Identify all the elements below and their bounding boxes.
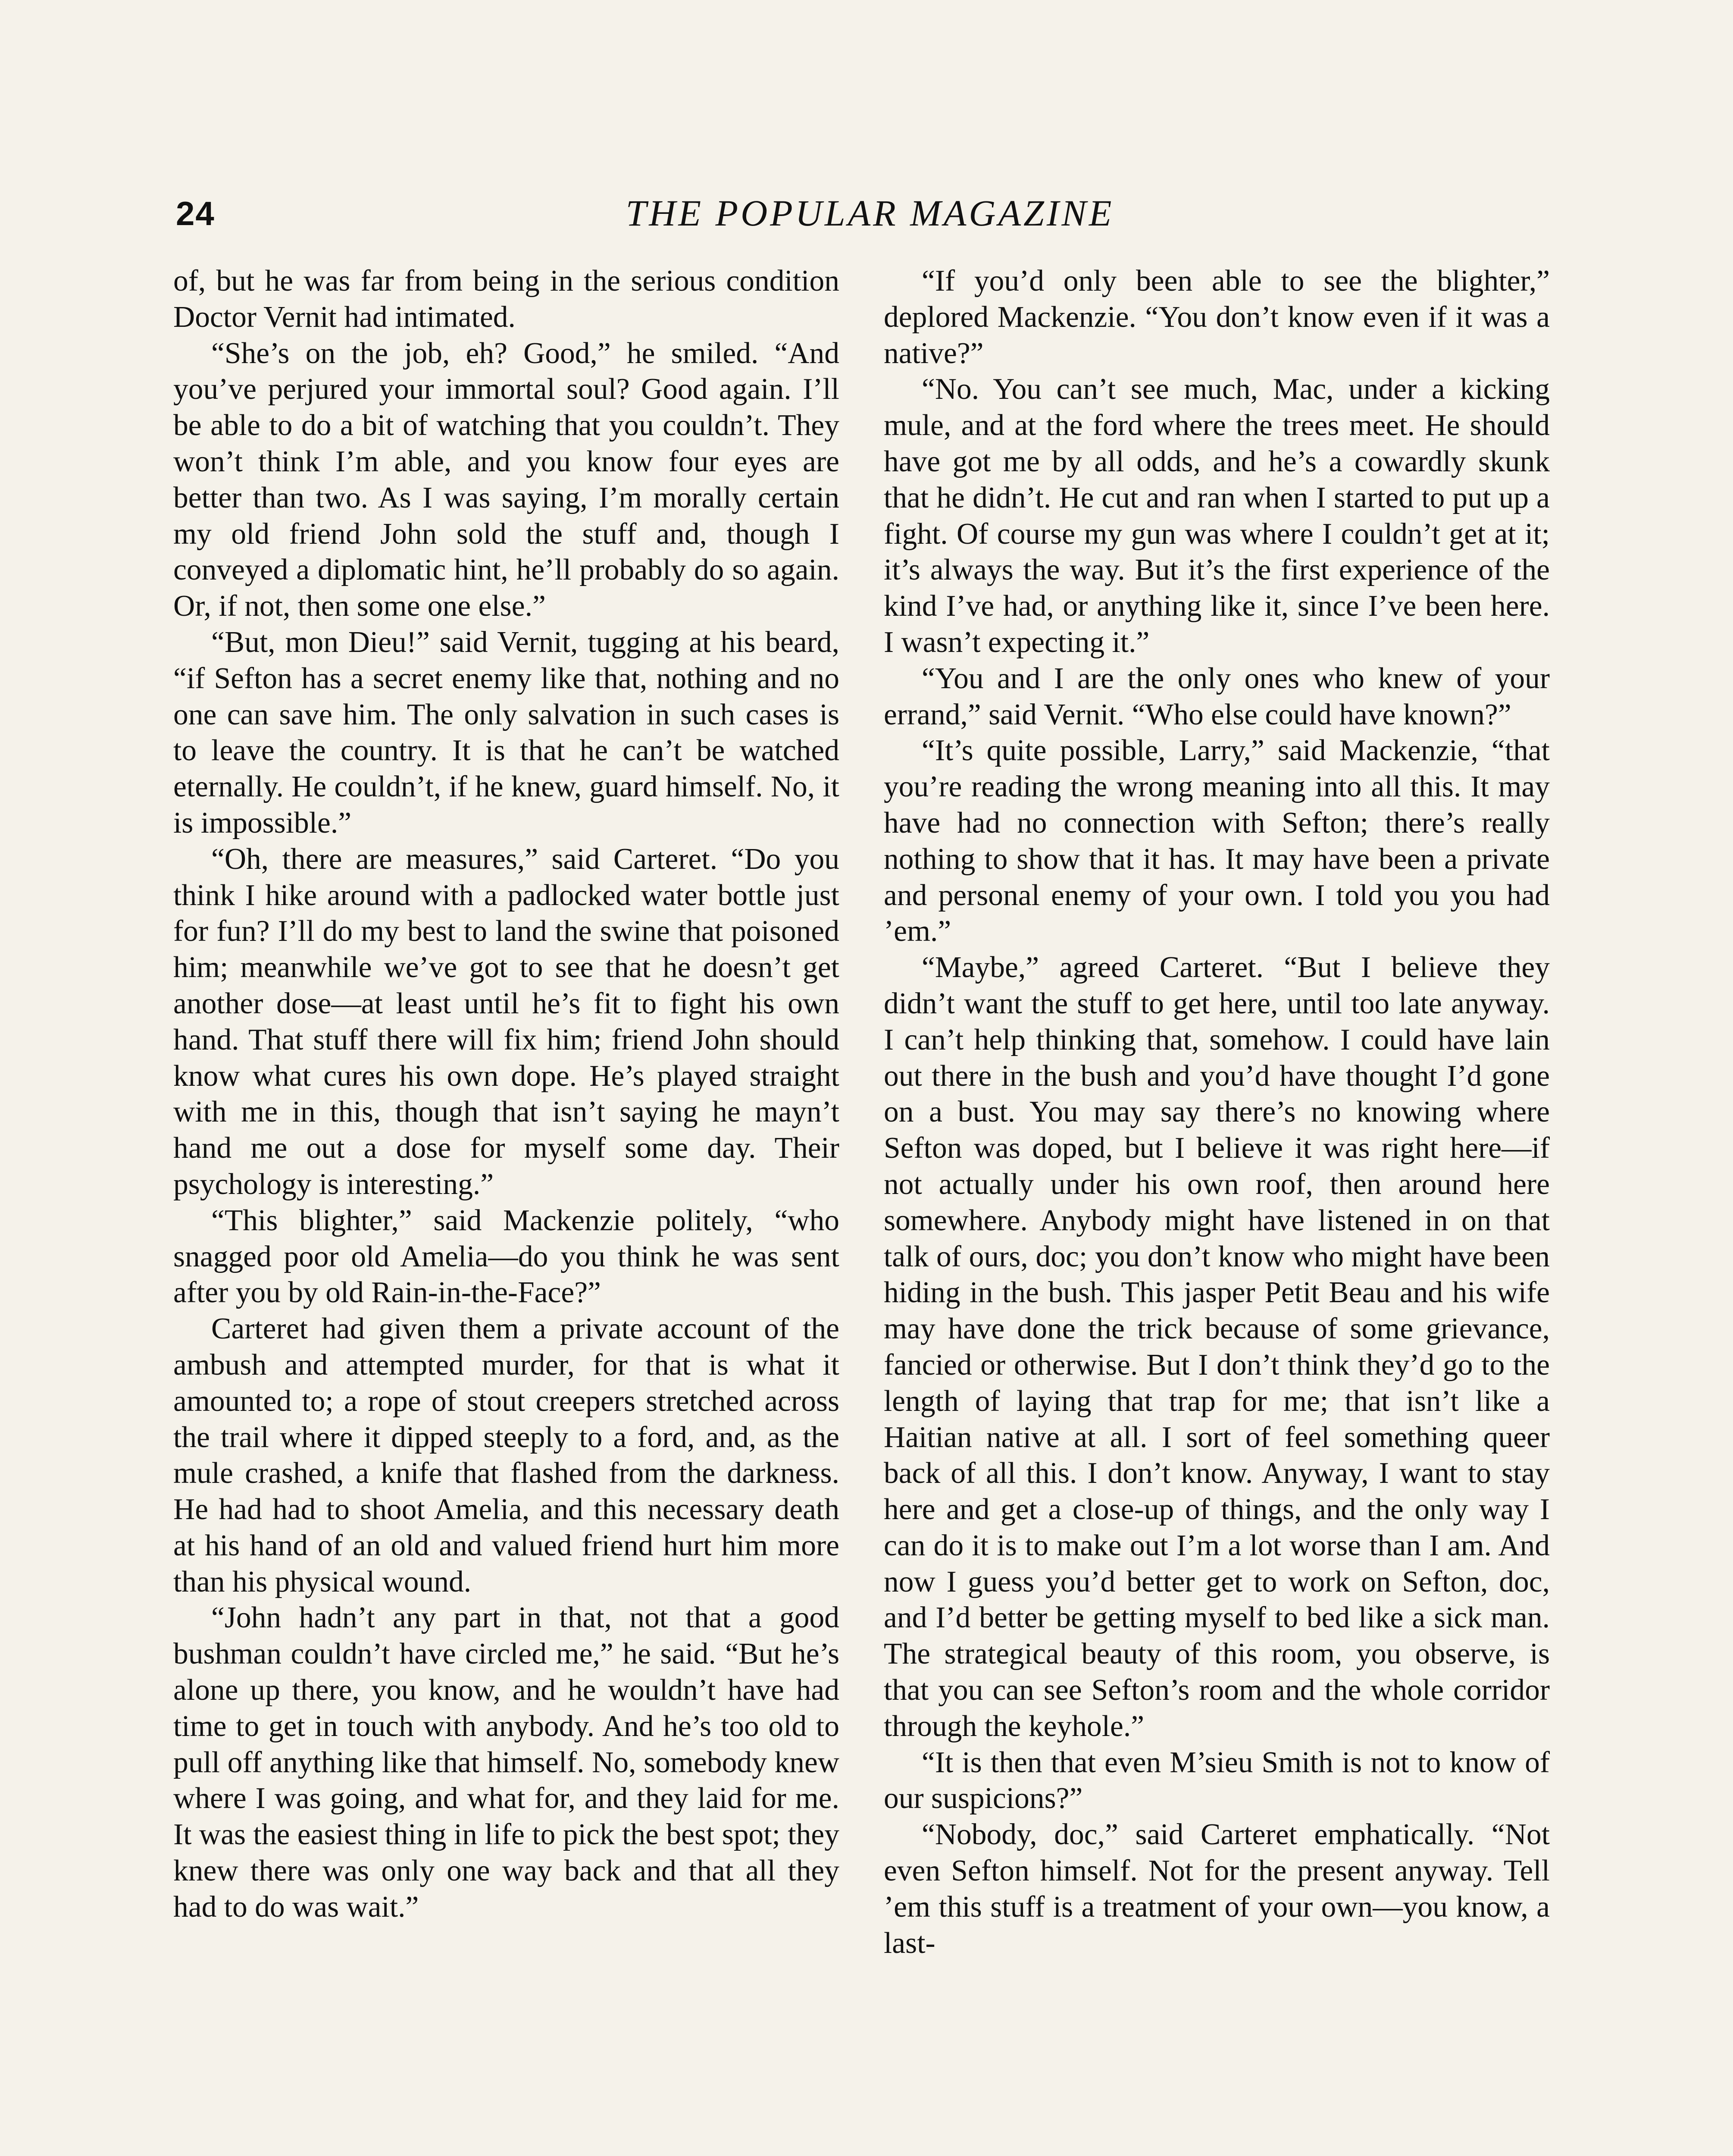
paragraph: “Maybe,” agreed Carteret. “But I believe they didn’t want the stuff to get here, until too late anyway. I can’t help thinking that, somehow. I could have lain out there in the bush and you’d have thought I’d gone on a bust. You may say there’s no knowing where Sefton was doped, but I believe it was right here—if not actually under his own roof, then around here somewhere. Anybody might have listened in on that talk of ours, doc; you don’t know who might have been hiding in the bush. This jasper Petit Beau and his wife may have done the trick because of some grievance, fancied or otherwise. But I don’t think they’d go to the length of laying that trap for me; that isn’t like a Haitian native at all. I sort of feel something queer back of all this. I don’t know. Anyway, I want to stay here and get a close-up of things, and the only way I can do it is to make out I’m a lot worse than I am. And now I guess you’d better get to work on Sefton, doc, and I’d better be getting myself to bed like a sick man. The strategical beauty of this room, you observe, is that you can see Sefton’s room and the whole corridor through the keyhole.”	[884, 951, 1550, 1743]
right-column	[884, 263, 1550, 1961]
paragraph: “It’s quite possible, Larry,” said Mackenzie, “that you’re reading the wrong meaning into all this. It may have had no connection with Sefton; there’s really nothing to show that it has. It may have been a private and personal enemy of your own. I told you you had ’em.”	[884, 734, 1550, 948]
paragraph: “John hadn’t any part in that, not that a good bushman couldn’t have circled me,” he said. “But he’s alone up there, you know, and he wouldn’t have had time to get in touch with anybody. And he’s too old to pull off anything like that himself. No, somebody knew where I was going, and what for, and they laid for me. It was the easiest thing in life to pick the best spot; they knew there was only one way back and that all they had to do was wait.”	[173, 1601, 839, 1924]
page-header	[176, 185, 1564, 250]
paragraph: “It is then that even M’sieu Smith is not to know of our suspicions?”	[884, 1745, 1550, 1815]
paragraph: Carteret had given them a private account of the ambush and attempted murder, for that is what it amounted to; a rope of stout creepers stretched across the trail where it dipped steeply to a ford, and, as the mule crashed, a knife that flashed from the darkness. He had had to shoot Amelia, and this necessary death at his hand of an old and valued friend hurt him more than his physical wound.	[173, 1312, 839, 1598]
paragraph: of, but he was far from being in the serious condition Doctor Vernit had intimated.	[173, 264, 839, 334]
paragraph: “You and I are the only ones who knew of your errand,” said Vernit. “Who else could have known?”	[884, 661, 1550, 731]
page-number: 24	[176, 194, 215, 232]
paragraph: “Oh, there are measures,” said Carteret. “Do you think I hike around with a padlocked water bottle just for fun? I’ll do my best to land the swine that poisoned him; meanwhile we’ve got to see that he doesn’t get another dose—at least until he’s fit to fight his own hand. That stuff there will fix him; friend John should know what cures his own dope. He’s played straight with me in this, though that isn’t saying he mayn’t hand me out a dose for myself some day. Their psychology is interesting.”	[173, 842, 839, 1201]
left-column	[173, 263, 839, 1925]
paragraph: “Nobody, doc,” said Carteret emphatically. “Not even Sefton himself. Not for the present anyway. Tell ’em this stuff is a treatment of your own—you know, a last-	[884, 1818, 1550, 1960]
paragraph: “She’s on the job, eh? Good,” he smiled. “And you’ve perjured your immortal soul? Good again. I’ll be able to do a bit of watching that you couldn’t. They won’t think I’m able, and you know four eyes are better than two. As I was saying, I’m morally certain my old friend John sold the stuff and, though I conveyed a diplomatic hint, he’ll probably do so again. Or, if not, then some one else.”	[173, 336, 839, 623]
paragraph: “If you’d only been able to see the blighter,” deplored Mackenzie. “You don’t know even if it was a native?”	[884, 264, 1550, 370]
paragraph: “This blighter,” said Mackenzie politely, “who snagged poor old Amelia—do you think he was sent after you by old Rain-in-the-Face?”	[173, 1203, 839, 1310]
running-head: THE POPULAR MAGAZINE	[626, 192, 1114, 234]
paragraph: “No. You can’t see much, Mac, under a kicking mule, and at the ford where the trees meet. He should have got me by all odds, and he’s a cowardly skunk that he didn’t. He cut and ran when I started to put up a fight. Of course my gun was where I couldn’t get at it; it’s always the way. But it’s the first experience of the kind I’ve had, or anything like it, since I’ve been here. I wasn’t expecting it.”	[884, 373, 1550, 659]
paragraph: “But, mon Dieu!” said Vernit, tugging at his beard, “if Sefton has a secret enemy like that, nothing and no one can save him. The only salvation in such cases is to leave the country. It is that he can’t be watched eternally. He couldn’t, if he knew, guard himself. No, it is impossible.”	[173, 625, 839, 840]
